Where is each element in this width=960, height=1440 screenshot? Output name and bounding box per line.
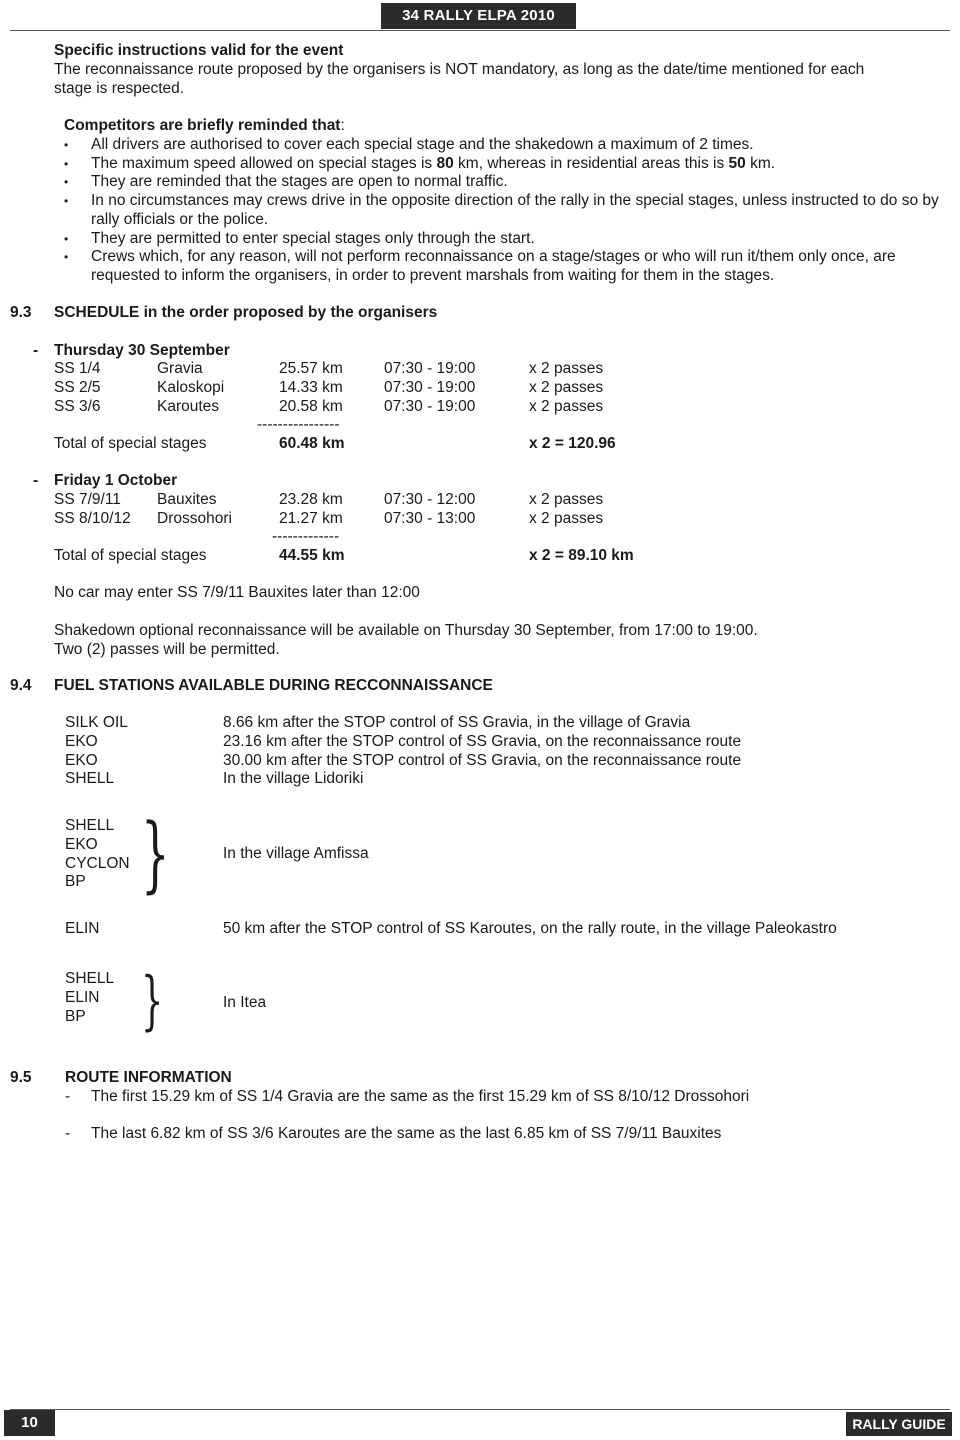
bullet-item: • They are permitted to enter special stages only through the start. [64, 230, 950, 249]
stage-name: Karoutes [157, 398, 220, 415]
route-item [0, 1125, 960, 1144]
total-distance: 44.55 km [279, 547, 345, 564]
fuel-location: 8.66 km after the STOP control of SS Gravia, in the village of Gravia [223, 714, 691, 731]
section-title: SCHEDULE in the order proposed by the organisers [54, 304, 438, 321]
fuel-brand: EKO [65, 836, 98, 853]
fuel-brand: BP [65, 1008, 86, 1025]
stage-passes: x 2 passes [529, 398, 604, 415]
bullet-item: • In no circumstances may crews drive in the opposite direction of the rally in the special stages, unless instructed to do so by rally officials or the police. [64, 192, 950, 229]
route-dash: - [65, 1088, 71, 1105]
stage-row [0, 379, 960, 398]
stage-passes: x 2 passes [529, 360, 604, 377]
fuel-brand: ELIN [65, 920, 100, 937]
shakedown-note: Shakedown optional reconnaissance will be available on Thursday 30 September, from 17:00 to 19:00. [54, 622, 758, 639]
fuel-station-row [0, 770, 960, 789]
competitors-title: Competitors are briefly reminded that [64, 117, 341, 134]
fuel-brand: CYCLON [65, 855, 130, 872]
stage-distance: 20.58 km [279, 398, 343, 415]
section-title: FUEL STATIONS AVAILABLE DURING RECCONNAISSANCE [54, 677, 493, 694]
route-text: The first 15.29 km of SS 1/4 Gravia are the same as the first 15.29 km of SS 8/10/12 Drossohori [91, 1088, 750, 1105]
speed-limit-stages: 80 [436, 154, 454, 172]
entry-note: No car may enter SS 7/9/11 Bauxites later than 12:00 [54, 584, 420, 601]
stage-number: SS 7/9/11 [54, 491, 121, 508]
bullet-item: • Crews which, for any reason, will not perform reconnaissance on a stage/stages or who will run it/them only once, are requested to inform the organisers, in order to prevent marshals from waiting for them in the stages. [64, 248, 950, 285]
fuel-location: In the village Lidoriki [223, 770, 364, 787]
right-brace-icon: } [141, 964, 164, 1038]
stage-distance: 21.27 km [279, 510, 343, 527]
sum-separator: ------------- [272, 528, 340, 545]
stage-distance: 23.28 km [279, 491, 343, 508]
stage-name: Drossohori [157, 510, 232, 527]
stage-passes: x 2 passes [529, 491, 604, 508]
stage-name: Bauxites [157, 491, 217, 508]
fuel-location: 30.00 km after the STOP control of SS Gravia, on the reconnaissance route [223, 752, 742, 769]
stage-row [0, 398, 960, 417]
fuel-brand: SHELL [65, 770, 115, 787]
header-title: 34 RALLY ELPA 2010 [381, 3, 576, 29]
stage-number: SS 1/4 [54, 360, 101, 377]
total-passes: x 2 = 89.10 km [529, 547, 634, 564]
fuel-brand: BP [65, 873, 86, 890]
route-text: The last 6.82 km of SS 3/6 Karoutes are the same as the last 6.85 km of SS 7/9/11 Bauxites [91, 1125, 722, 1142]
stage-distance: 14.33 km [279, 379, 343, 396]
fuel-location: In Itea [223, 994, 267, 1011]
fuel-station-row [0, 733, 960, 752]
day-title: Friday 1 October [54, 472, 178, 489]
stage-row [0, 510, 960, 529]
stage-name: Gravia [157, 360, 203, 377]
total-row [0, 435, 960, 454]
fuel-brand: EKO [65, 733, 98, 750]
fuel-brand: SHELL [65, 817, 115, 834]
right-brace-icon: } [141, 807, 170, 902]
competitors-bullet-list [64, 136, 950, 286]
stage-time: 07:30 - 19:00 [384, 360, 476, 377]
fuel-location: 50 km after the STOP control of SS Karoutes, on the rally route, in the village Paleokastro [223, 920, 837, 937]
header-rule [10, 30, 950, 31]
sum-separator: ---------------- [257, 416, 340, 433]
specific-line-2: stage is respected. [54, 80, 185, 97]
route-dash: - [65, 1125, 71, 1142]
page-number: 10 [4, 1410, 55, 1436]
day-dash: - [33, 472, 39, 489]
section-number: 9.3 [10, 304, 32, 321]
speed-limit-residential: 50 [728, 154, 746, 172]
fuel-location: 23.16 km after the STOP control of SS Gravia, on the reconnaissance route [223, 733, 742, 750]
stage-time: 07:30 - 13:00 [384, 510, 476, 527]
stage-passes: x 2 passes [529, 379, 604, 396]
section-number: 9.5 [10, 1069, 32, 1086]
fuel-brand: EKO [65, 752, 98, 769]
stage-time: 07:30 - 19:00 [384, 379, 476, 396]
footer-rule [10, 1409, 950, 1410]
bullet-text: The maximum speed allowed on special stages is [91, 154, 437, 172]
competitors-heading [64, 117, 345, 136]
specific-line-1: The reconnaissance route proposed by the organisers is NOT mandatory, as long as the date/time mentioned for each [54, 61, 865, 78]
stage-row [0, 491, 960, 510]
fuel-station-row [0, 752, 960, 771]
footer-label: RALLY GUIDE [846, 1412, 952, 1436]
fuel-brand: SILK OIL [65, 714, 128, 731]
route-item [0, 1088, 960, 1107]
fuel-brand: SHELL [65, 970, 115, 987]
total-label: Total of special stages [54, 547, 207, 564]
stage-row [0, 360, 960, 379]
day-dash: - [33, 342, 39, 359]
total-label: Total of special stages [54, 435, 207, 452]
section-title: ROUTE INFORMATION [65, 1069, 232, 1086]
specific-title: Specific instructions valid for the event [54, 42, 344, 59]
day-title: Thursday 30 September [54, 342, 230, 359]
bullet-item [64, 155, 950, 174]
fuel-station-row [0, 714, 960, 733]
stage-number: SS 3/6 [54, 398, 101, 415]
stage-distance: 25.57 km [279, 360, 343, 377]
stage-passes: x 2 passes [529, 510, 604, 527]
stage-number: SS 8/10/12 [54, 510, 131, 527]
shakedown-passes-note: Two (2) passes will be permitted. [54, 641, 280, 658]
total-passes: x 2 = 120.96 [529, 435, 616, 452]
bullet-text: km, whereas in residential areas this is [453, 154, 729, 172]
fuel-brand: ELIN [65, 989, 100, 1006]
stage-number: SS 2/5 [54, 379, 101, 396]
stage-time: 07:30 - 12:00 [384, 491, 476, 508]
total-distance: 60.48 km [279, 435, 345, 452]
competitors-colon: : [340, 117, 345, 134]
stage-name: Kaloskopi [157, 379, 225, 396]
fuel-station-row [0, 920, 960, 939]
fuel-location: In the village Amfissa [223, 845, 369, 862]
bullet-text: km. [745, 154, 776, 172]
total-row [0, 547, 960, 566]
section-number: 9.4 [10, 677, 32, 694]
bullet-item: • All drivers are authorised to cover each special stage and the shakedown a maximum of 2 times. [64, 136, 950, 155]
bullet-item: • They are reminded that the stages are open to normal traffic. [64, 173, 950, 192]
stage-time: 07:30 - 19:00 [384, 398, 476, 415]
